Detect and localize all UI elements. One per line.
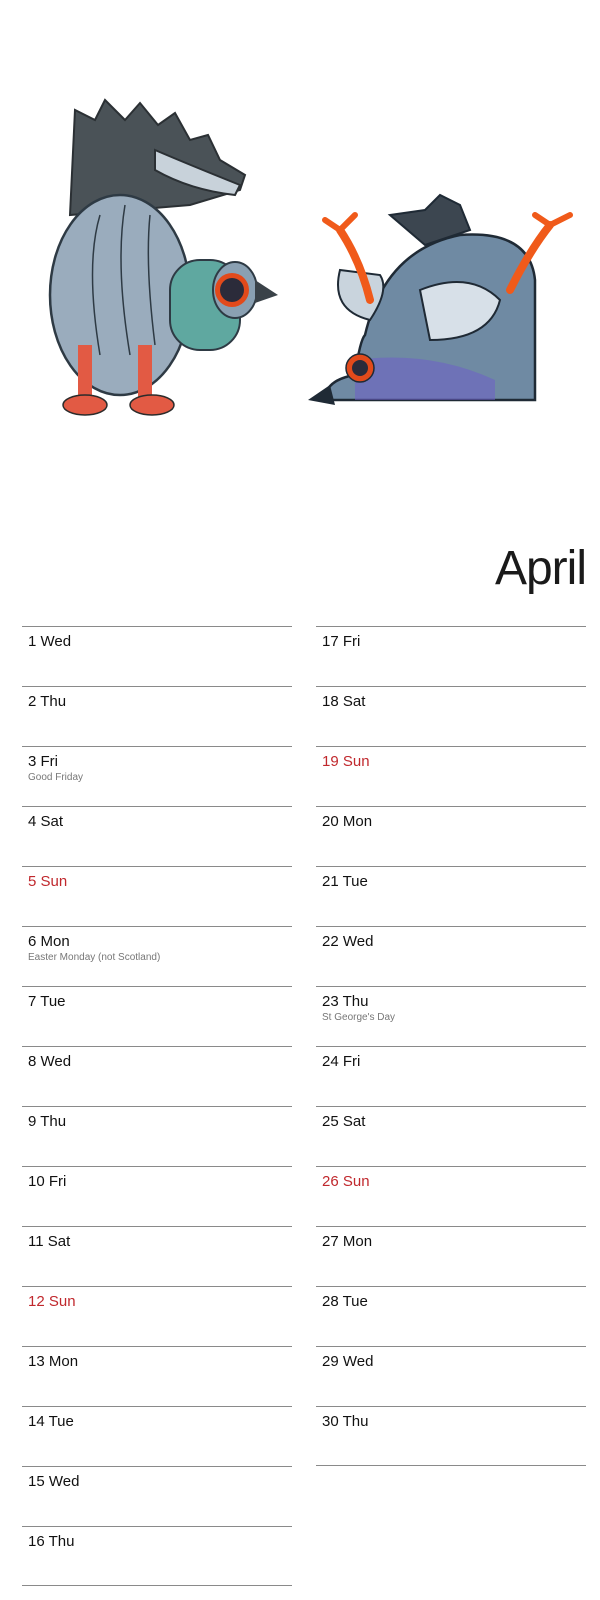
day-entry (316, 1166, 586, 1226)
day-entry (316, 1106, 586, 1166)
month-title: April (494, 542, 586, 595)
holiday-note: Good Friday (28, 772, 84, 783)
day-entry (22, 926, 292, 986)
date-label: 2 Thu (28, 693, 67, 710)
days-column-right (316, 626, 586, 1466)
day-entry (316, 986, 586, 1046)
day-entry (22, 1106, 292, 1166)
date-label: 25 Sat (322, 1113, 366, 1130)
day-entry (316, 746, 586, 806)
date-label: 22 Wed (322, 933, 374, 950)
day-entry (22, 986, 292, 1046)
day-entry (316, 626, 586, 686)
day-entry (316, 866, 586, 926)
day-entry (22, 1046, 292, 1106)
date-label: 29 Wed (322, 1353, 374, 1370)
date-label: 24 Fri (322, 1053, 361, 1070)
date-label: 8 Wed (28, 1053, 72, 1070)
date-label: 28 Tue (322, 1293, 368, 1310)
day-entry (316, 1046, 586, 1106)
day-entry (316, 1286, 586, 1346)
day-entry (22, 626, 292, 686)
upside-down-pigeon-illustration (300, 190, 600, 440)
date-label: 9 Thu (28, 1113, 67, 1130)
sunday-date-label: 12 Sun (28, 1293, 76, 1310)
illustration-area (0, 0, 600, 470)
day-entry (22, 806, 292, 866)
date-label: 11 Sat (28, 1233, 71, 1250)
day-entry (22, 1166, 292, 1226)
date-label: 15 Wed (28, 1473, 80, 1490)
day-entry (22, 1346, 292, 1406)
day-entry (22, 686, 292, 746)
date-label: 3 Fri (28, 753, 58, 770)
day-entry (22, 1286, 292, 1346)
day-entry (316, 686, 586, 746)
day-entry (22, 746, 292, 806)
day-entry (316, 1406, 586, 1466)
date-label: 10 Fri (28, 1173, 67, 1190)
date-label: 30 Thu (322, 1413, 369, 1430)
date-label: 20 Mon (322, 813, 373, 830)
date-label: 6 Mon (28, 933, 70, 950)
day-entry (316, 1346, 586, 1406)
day-entry (316, 806, 586, 866)
date-label: 13 Mon (28, 1353, 79, 1370)
day-entry (316, 1226, 586, 1286)
date-label: 23 Thu (322, 993, 369, 1010)
date-label: 14 Tue (28, 1413, 74, 1430)
date-label: 1 Wed (28, 633, 72, 650)
day-entry (22, 1466, 292, 1526)
date-label: 27 Mon (322, 1233, 373, 1250)
date-label: 18 Sat (322, 693, 366, 710)
sunday-date-label: 5 Sun (28, 873, 68, 890)
day-entry (22, 866, 292, 926)
date-label: 16 Thu (28, 1533, 75, 1550)
date-label: 7 Tue (28, 993, 66, 1010)
days-column-left (22, 626, 292, 1586)
date-label: 17 Fri (322, 633, 361, 650)
day-entry (316, 926, 586, 986)
day-entry (22, 1406, 292, 1466)
day-entry (22, 1526, 292, 1586)
date-label: 4 Sat (28, 813, 64, 830)
sunday-date-label: 26 Sun (322, 1173, 370, 1190)
pigeon-from-behind-illustration (40, 95, 300, 435)
day-entry (22, 1226, 292, 1286)
sunday-date-label: 19 Sun (322, 753, 370, 770)
holiday-note: Easter Monday (not Scotland) (28, 952, 161, 963)
holiday-note: St George's Day (322, 1012, 396, 1023)
date-label: 21 Tue (322, 873, 368, 890)
